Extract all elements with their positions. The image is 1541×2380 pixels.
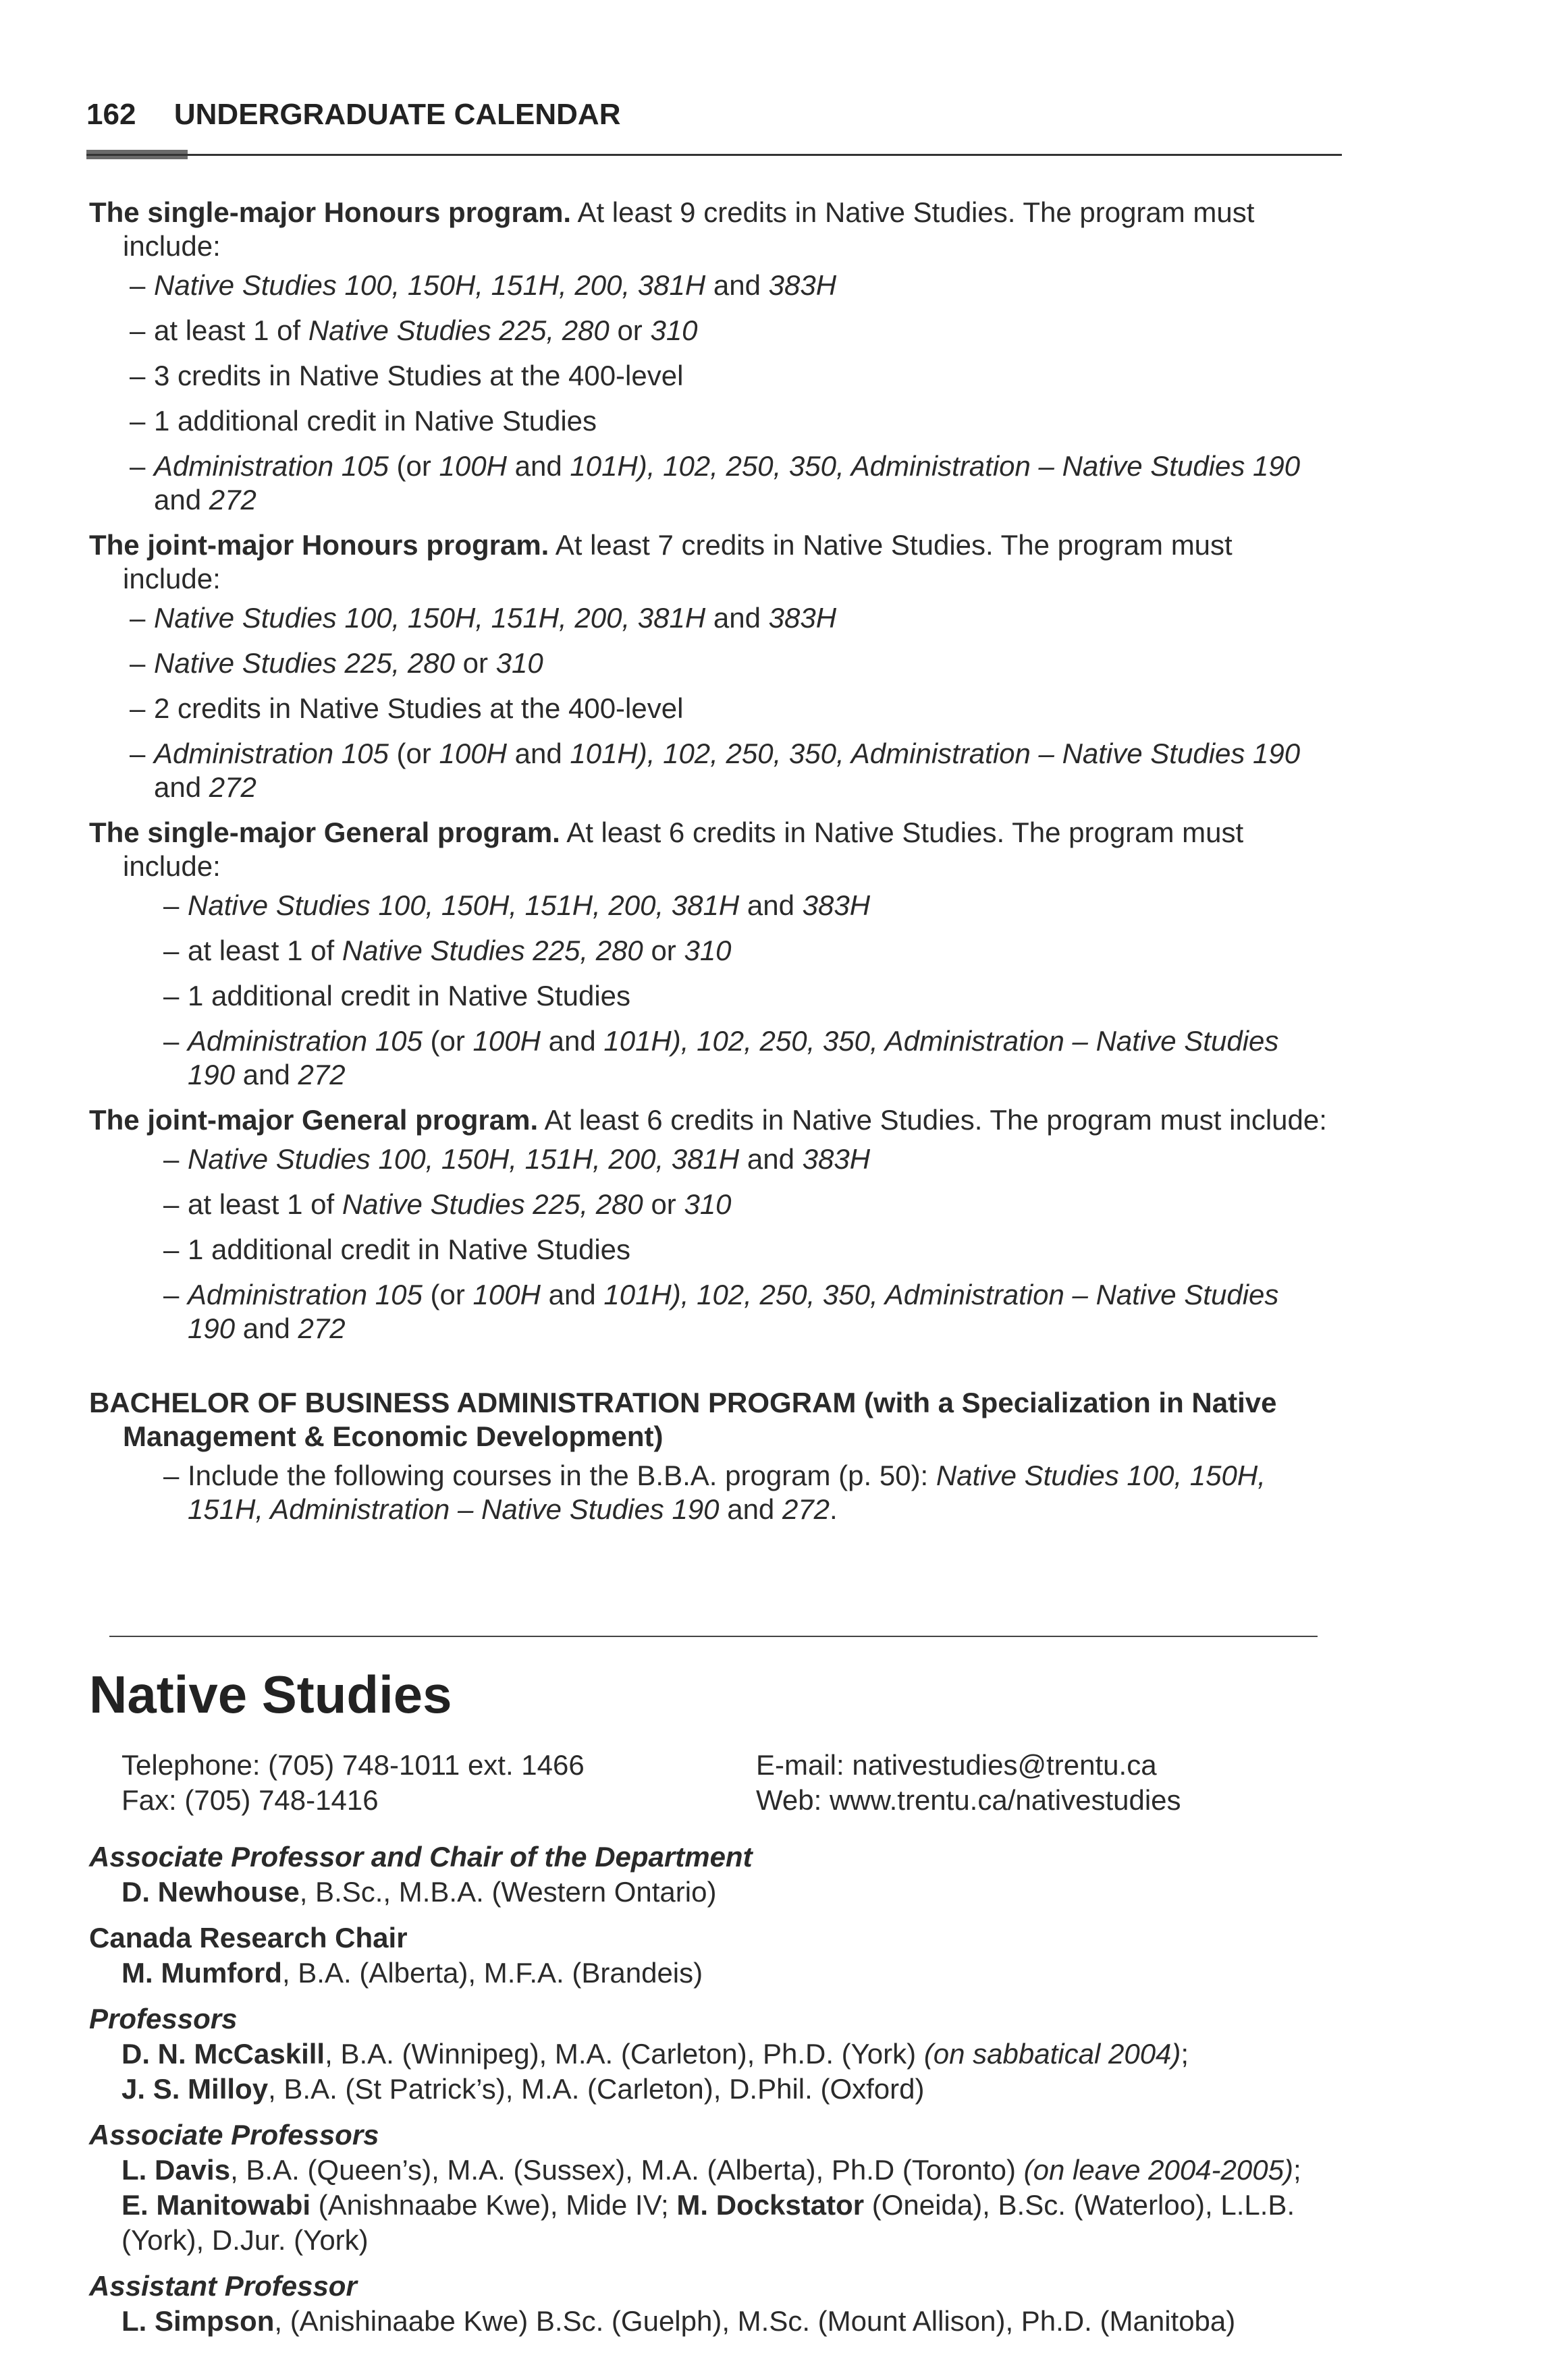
faculty-entry-text: , B.A. (Winnipeg), M.A. (Carleton), Ph.D. (York) xyxy=(325,2038,924,2070)
requirement-text: 383H xyxy=(802,1143,871,1175)
dash-bullet: – xyxy=(130,738,146,769)
dash-bullet: – xyxy=(163,935,180,966)
requirement-text: and xyxy=(235,1312,298,1344)
fax: Fax: (705) 748-1416 xyxy=(121,1784,379,1816)
requirement-text: and xyxy=(739,1143,803,1175)
requirement-text: and xyxy=(506,738,570,769)
requirement-item xyxy=(163,1278,1338,1346)
requirement-text: and xyxy=(705,602,769,634)
requirement-list xyxy=(89,269,1338,517)
requirement-item xyxy=(163,1142,1338,1176)
dash-bullet: – xyxy=(130,314,146,346)
requirement-text: and xyxy=(154,771,209,803)
requirement-text: 1 additional credit in Native Studies xyxy=(188,980,631,1012)
faculty-entry-text: (Anishnaabe Kwe), Mide IV; xyxy=(310,2189,677,2221)
requirement-text: Native Studies 225, 280 xyxy=(342,935,643,966)
requirement-item xyxy=(163,889,1338,922)
faculty-entry-text: , B.A. (St Patrick’s), M.A. (Carleton), D.Phil. (Oxford) xyxy=(268,2073,925,2105)
requirement-text: 3 credits in Native Studies at the 400-level xyxy=(154,360,684,391)
requirement-text: Administration 105 xyxy=(188,1279,423,1310)
faculty-entry-text: L. Simpson xyxy=(121,2305,275,2337)
requirement-text: 101H), 102, 250, 350, Administration – Native Studies xyxy=(603,1279,1279,1310)
program-heading xyxy=(89,1103,1338,1137)
requirement-text: 2 credits in Native Studies at the 400-level xyxy=(154,692,684,724)
requirement-list xyxy=(89,889,1338,1092)
faculty-entry xyxy=(89,2188,1338,2223)
requirement-text: 1 additional credit in Native Studies xyxy=(154,405,597,437)
requirement-text: 101H), 102, 250, 350, Administration – Native Studies 190 xyxy=(570,450,1301,482)
section-divider xyxy=(109,1636,1318,1637)
program-heading xyxy=(89,816,1338,883)
bba-title-line: Management & Economic Development) xyxy=(123,1420,664,1452)
requirement-list xyxy=(89,1142,1338,1346)
requirement-text: 190 xyxy=(188,1059,236,1090)
faculty-entry xyxy=(89,1956,1338,1991)
program-description: At least 9 credits in Native Studies. The program must xyxy=(571,196,1255,228)
website: Web: www.trentu.ca/nativestudies xyxy=(756,1784,1181,1816)
requirement-text: and xyxy=(154,484,209,516)
requirement-text: 101H), 102, 250, 350, Administration – Native Studies 190 xyxy=(570,738,1301,769)
dash-bullet: – xyxy=(163,1188,180,1220)
faculty-role-heading: Professors xyxy=(89,2003,238,2035)
faculty-entry-text: J. S. Milloy xyxy=(121,2073,269,2105)
requirement-item xyxy=(130,646,1338,680)
email: E-mail: nativestudies@trentu.ca xyxy=(756,1749,1157,1781)
faculty-entry-text: (on leave 2004-2005) xyxy=(1023,2154,1293,2186)
program-name: The single-major Honours program. xyxy=(89,196,572,228)
dash-bullet: – xyxy=(130,602,146,634)
requirement-text: Native Studies 100, 150H, 151H, 200, 381H xyxy=(188,1143,740,1175)
faculty-entry-text: , (Anishinaabe Kwe) B.Sc. (Guelph), M.Sc. (Mount Allison), Ph.D. (Manitoba) xyxy=(274,2305,1236,2337)
faculty-role-heading: Associate Professor and Chair of the Department xyxy=(89,1841,753,1873)
requirement-item xyxy=(130,269,1338,302)
requirement-item xyxy=(130,737,1338,804)
dash-bullet: – xyxy=(130,360,146,391)
bba-title-line: BACHELOR OF BUSINESS ADMINISTRATION PROGRAM (with a Specialization in Native xyxy=(89,1387,1277,1418)
requirement-text: and xyxy=(235,1059,298,1090)
requirement-text: (or xyxy=(388,450,439,482)
requirement-text: (or xyxy=(388,738,439,769)
requirement-item xyxy=(130,404,1338,438)
program-name: The joint-major General program. xyxy=(89,1104,539,1136)
requirement-item xyxy=(130,359,1338,393)
requirement-item xyxy=(163,934,1338,968)
requirement-text: at least 1 of xyxy=(188,1188,342,1220)
requirement-item xyxy=(130,692,1338,725)
program-description: At least 6 credits in Native Studies. The program must xyxy=(560,817,1244,848)
requirement-item xyxy=(130,601,1338,635)
program-heading xyxy=(89,196,1338,263)
dash-bullet: – xyxy=(163,889,180,921)
requirement-text: 190 xyxy=(188,1312,236,1344)
requirement-text: and xyxy=(506,450,570,482)
requirement-text: Native Studies 100, 150H, 151H, 200, 381H xyxy=(188,889,740,921)
requirement-text: 310 xyxy=(495,647,543,679)
faculty-entry xyxy=(89,2223,1338,2258)
requirement-text: 100H xyxy=(472,1025,541,1057)
requirement-text: at least 1 of xyxy=(154,314,308,346)
requirement-text: 272 xyxy=(209,484,256,516)
faculty-entry xyxy=(89,2304,1338,2339)
requirement-item xyxy=(163,1188,1338,1221)
requirement-text: at least 1 of xyxy=(188,935,342,966)
requirement-text: Native Studies 100, 150H, 151H, 200, 381H xyxy=(154,269,706,301)
requirement-text: 101H), 102, 250, 350, Administration – Native Studies xyxy=(603,1025,1279,1057)
faculty-entry-text: , B.A. (Alberta), M.F.A. (Brandeis) xyxy=(281,1957,703,1989)
faculty-entry xyxy=(89,1875,1338,1910)
dash-bullet: – xyxy=(163,1460,180,1491)
requirement-text: 310 xyxy=(684,935,732,966)
requirement-text: 272 xyxy=(298,1059,346,1090)
faculty-entry xyxy=(89,2072,1338,2107)
requirement-text: Native Studies 100, 150H, 151H, 200, 381H xyxy=(154,602,706,634)
faculty-role-heading: Assistant Professor xyxy=(89,2270,357,2302)
requirement-text: 383H xyxy=(802,889,871,921)
dash-bullet: – xyxy=(130,450,146,482)
requirement-text: and xyxy=(540,1279,604,1310)
dash-bullet: – xyxy=(130,692,146,724)
requirement-text: Native Studies 225, 280 xyxy=(154,647,455,679)
page-header xyxy=(86,98,1342,132)
faculty-entry xyxy=(89,2037,1338,2072)
program-description-cont: include: xyxy=(123,563,221,594)
program-description-cont: include: xyxy=(123,850,221,882)
requirement-text: or xyxy=(643,1188,684,1220)
requirement-item xyxy=(163,1233,1338,1267)
requirement-text: 151H, Administration – Native Studies 190 xyxy=(188,1493,720,1525)
page-number: 162 xyxy=(86,98,136,131)
program-block xyxy=(89,196,1338,517)
requirement-text: 383H xyxy=(768,602,837,634)
requirement-text: Native Studies 100, 150H, xyxy=(936,1460,1266,1491)
dash-bullet: – xyxy=(130,647,146,679)
dash-bullet: – xyxy=(163,980,180,1012)
faculty-entry-text: M. Mumford xyxy=(121,1957,282,1989)
faculty-role-heading: Canada Research Chair xyxy=(89,1922,408,1954)
requirement-item xyxy=(163,1024,1338,1092)
requirement-text: and xyxy=(719,1493,782,1525)
requirement-text: or xyxy=(454,647,496,679)
program-description-cont: include: xyxy=(123,230,221,262)
program-description: At least 6 credits in Native Studies. The program must include: xyxy=(538,1104,1327,1136)
faculty-entry-text: , B.A. (Queen’s), M.A. (Sussex), M.A. (Alberta), Ph.D (Toronto) xyxy=(230,2154,1024,2186)
program-description: At least 7 credits in Native Studies. The program must xyxy=(549,529,1233,561)
requirement-text: or xyxy=(609,314,651,346)
requirement-text: Include the following courses in the B.B.A. program (p. 50): xyxy=(188,1460,936,1491)
requirement-item xyxy=(163,979,1338,1013)
requirement-text: and xyxy=(540,1025,604,1057)
requirement-text: or xyxy=(643,935,684,966)
telephone: Telephone: (705) 748-1011 ext. 1466 xyxy=(121,1749,585,1781)
requirement-text: 100H xyxy=(472,1279,541,1310)
section-title: Native Studies xyxy=(89,1665,452,1724)
requirement-text: Administration 105 xyxy=(154,738,389,769)
faculty-entry-text: (Oneida), B.Sc. (Waterloo), L.L.B. xyxy=(864,2189,1295,2221)
requirement-text: Administration 105 xyxy=(188,1025,423,1057)
requirement-list xyxy=(89,601,1338,804)
program-name: The joint-major Honours program. xyxy=(89,529,549,561)
requirement-text: 272 xyxy=(298,1312,346,1344)
faculty-entry-text: (York), D.Jur. (York) xyxy=(121,2224,369,2256)
requirement-text: 310 xyxy=(684,1188,732,1220)
requirement-text: (or xyxy=(422,1025,473,1057)
dash-bullet: – xyxy=(130,405,146,437)
running-title: UNDERGRADUATE CALENDAR xyxy=(173,98,621,131)
program-block xyxy=(89,1103,1338,1346)
faculty-entry-text: D. Newhouse xyxy=(121,1876,300,1908)
program-block xyxy=(89,528,1338,804)
requirement-text: Native Studies 225, 280 xyxy=(308,314,610,346)
requirement-text: 310 xyxy=(650,314,698,346)
bba-heading xyxy=(89,1386,1338,1454)
program-name: The single-major General program. xyxy=(89,817,560,848)
dash-bullet: – xyxy=(163,1279,180,1310)
requirement-text: Administration 105 xyxy=(154,450,389,482)
faculty-list xyxy=(89,1829,1338,2339)
dash-bullet: – xyxy=(163,1143,180,1175)
requirement-text: 100H xyxy=(439,738,507,769)
requirement-text: . xyxy=(830,1493,838,1525)
faculty-role-heading: Associate Professors xyxy=(89,2119,379,2151)
faculty-entry-text: E. Manitowabi xyxy=(121,2189,311,2221)
header-rule xyxy=(86,154,1342,156)
program-block xyxy=(89,816,1338,1092)
faculty-entry-text: ; xyxy=(1181,2038,1189,2070)
requirement-text: Native Studies 225, 280 xyxy=(342,1188,643,1220)
dash-bullet: – xyxy=(130,269,146,301)
requirement-text: (or xyxy=(422,1279,473,1310)
bba-requirement-list xyxy=(89,1459,1338,1526)
faculty-entry-text: L. Davis xyxy=(121,2154,231,2186)
requirement-text: 272 xyxy=(209,771,256,803)
faculty-entry xyxy=(89,2153,1338,2188)
faculty-entry-text: ; xyxy=(1293,2154,1301,2186)
requirement-text: and xyxy=(705,269,769,301)
requirement-text: 272 xyxy=(782,1493,830,1525)
requirement-text: 383H xyxy=(768,269,837,301)
requirement-text: 1 additional credit in Native Studies xyxy=(188,1234,631,1265)
faculty-entry-text: (on sabbatical 2004) xyxy=(923,2038,1181,2070)
dash-bullet: – xyxy=(163,1025,180,1057)
dash-bullet: – xyxy=(163,1234,180,1265)
faculty-entry-text: , B.Sc., M.B.A. (Western Ontario) xyxy=(299,1876,717,1908)
faculty-entry-text: M. Dockstator xyxy=(676,2189,865,2221)
program-heading xyxy=(89,528,1338,596)
requirement-item xyxy=(163,1459,1338,1526)
faculty-entry-text: D. N. McCaskill xyxy=(121,2038,325,2070)
requirement-text: and xyxy=(739,889,803,921)
requirement-item xyxy=(130,449,1338,517)
requirement-item xyxy=(130,314,1338,348)
program-requirements xyxy=(89,196,1338,1538)
requirement-text: 100H xyxy=(439,450,507,482)
